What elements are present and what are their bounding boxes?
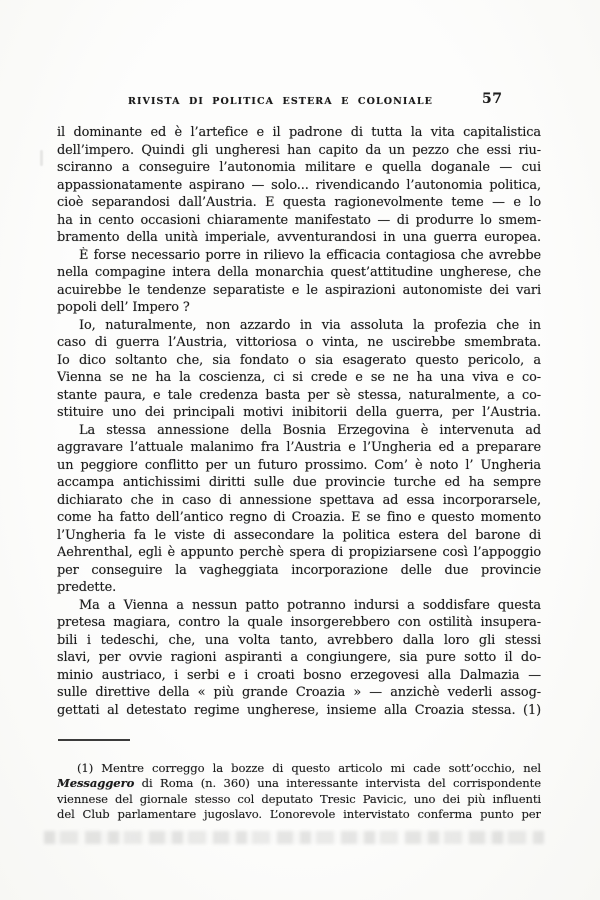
text-line: Messaggero di Roma (n. 360) una interessante intervista del corrispondente xyxy=(57,776,541,791)
text-line: ha in cento occasioni chiaramente manifestato — di produrre lo smem- xyxy=(57,212,541,228)
text-line: del Club parlamentare jugoslavo. L’onorevole intervistato conferma punto per xyxy=(57,806,541,821)
footnote-separator xyxy=(58,739,130,741)
text-line: gettati al detestato regime ungherese, insieme alla Croazia stessa. (1) xyxy=(57,702,541,718)
article-body xyxy=(57,124,541,719)
text-line: sciranno a conseguire l’autonomia militare e quella doganale — cui xyxy=(57,160,541,175)
text-line: popoli dell’ Impero ? xyxy=(57,300,190,315)
text-line: appassionatamente aspirano — solo... rivendicando l’autonomia politica, xyxy=(57,177,541,193)
text-line: stituire uno dei principali motivi inibitorii della guerra, per l’Austria. xyxy=(57,405,541,420)
text-line: sulle direttive della « più grande Croazia » — anzichè vederli assog- xyxy=(57,685,541,700)
text-line: dichiarato che in caso di annessione spettava ad essa incorporarsele, xyxy=(57,492,541,508)
page-number: 57 xyxy=(482,91,503,107)
text-line: caso di guerra l’Austria, vittoriosa o vinta, ne uscirebbe smembrata. xyxy=(57,335,541,350)
text-line: il dominante ed è l’artefice e il padrone di tutta la vita capitalistica xyxy=(57,125,541,140)
text-line: pretesa magiara, contro la quale insorgerebbero con ostilità insupera- xyxy=(57,615,541,630)
text-line: La stessa annessione della Bosnia Erzegovina è intervenuta ad xyxy=(79,422,541,438)
text-line: nella compagine intera della monarchia quest’attitudine ungherese, che xyxy=(57,265,541,280)
text-line: l’Ungheria fa le viste di assecondare la politica estera del barone di xyxy=(57,527,541,543)
text-line: acuirebbe le tendenze separatiste e le aspirazioni autonomiste dei vari xyxy=(57,282,541,298)
text-line: Io dico soltanto che, sia fondato o sia esagerato questo pericolo, a xyxy=(57,352,541,368)
text-line: cioè separandosi dall’Austria. E questa ragionevolmente teme — e lo xyxy=(57,195,541,210)
text-line: Ma a Vienna a nessun patto potranno indursi a soddisfare questa xyxy=(79,597,541,613)
text-line: Aehrenthal, egli è appunto perchè spera di propiziarsene così l’appoggio xyxy=(57,545,541,560)
text-line: bramento della unità imperiale, avventurandosi in una guerra europea. xyxy=(57,230,541,245)
scan-speck xyxy=(40,150,43,166)
text-line: È forse necessario porre in rilievo la efficacia contagiosa che avrebbe xyxy=(79,247,541,263)
text-line: un peggiore conflitto per un futuro prossimo. Com’ è noto l’ Ungheria xyxy=(57,457,541,473)
journal-title: RIVISTA DI POLITICA ESTERA E COLONIALE xyxy=(127,96,434,107)
text-line: accampa antichissimi diritti sulle due provincie turche ed ha sempre xyxy=(57,475,541,490)
text-line: bili i tedeschi, che, una volta tanto, avrebbero dalla loro gli stessi xyxy=(57,632,541,648)
text-line: aggravare l’attuale malanimo fra l’Austria e l’Ungheria ed a preparare xyxy=(57,440,541,455)
text-line: stante paura, e tale credenza basta per sè stessa, naturalmente, a co- xyxy=(57,387,541,403)
text-line: minio austriaco, i serbi e i croati bosno erzegovesi alla Dalmazia — xyxy=(57,667,541,683)
text-line: per conseguire la vagheggiata incorporazione delle due provincie xyxy=(57,562,541,578)
text-line: slavi, per ovvie ragioni aspiranti a congiungere, sia pure sotto il do- xyxy=(57,650,541,665)
footnote xyxy=(57,761,541,822)
text-line: predette. xyxy=(57,580,117,595)
text-line: (1) Mentre correggo la bozze di questo articolo mi cade sott’occhio, nel xyxy=(77,761,541,775)
cut-off-text-ghost xyxy=(44,831,544,844)
text-line: come ha fatto dell’antico regno di Croazia. E se fino e questo momento xyxy=(57,510,541,525)
text-line: viennese del giornale stesso col deputato Tresic Pavicic, uno dei più influenti xyxy=(57,791,541,806)
text-line: Io, naturalmente, non azzardo in via assoluta la profezia che in xyxy=(79,317,541,333)
text-line: dell’impero. Quindi gli ungheresi han capito da un pezzo che essi riu- xyxy=(57,142,541,158)
text-line: Vienna se ne ha la coscienza, ci si crede e se ne ha una viva e co- xyxy=(57,370,541,385)
